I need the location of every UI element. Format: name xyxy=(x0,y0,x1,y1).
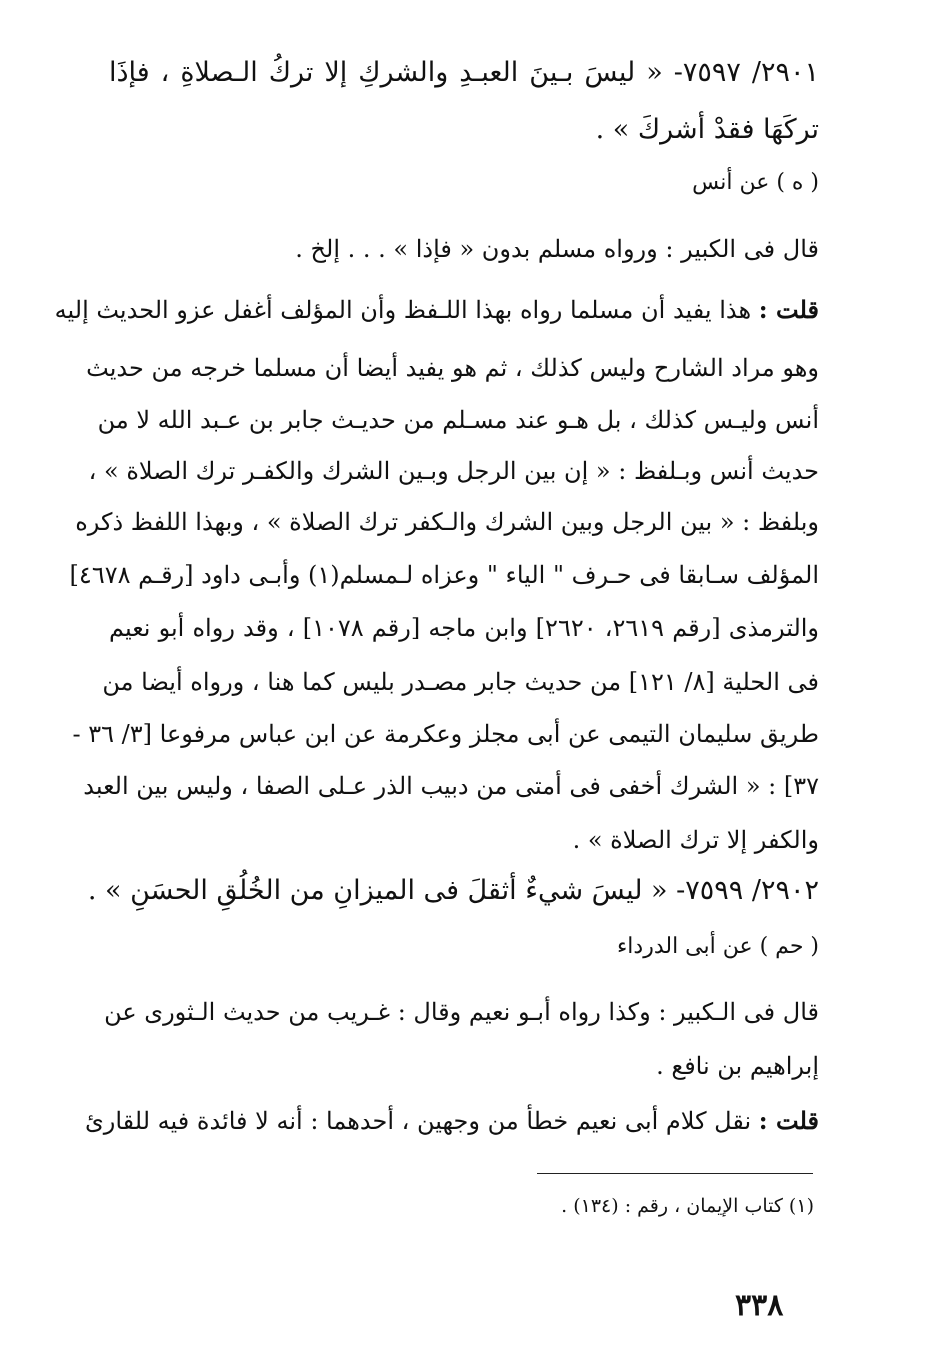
qultu-paragraph-2901-line-1 xyxy=(54,293,819,327)
commentary-line: والترمذى [رقم ٢٦١٩، ٢٦٢٠] وابن ماجه [رقم ١٠٧٨] ، وقد رواه أبو نعيم xyxy=(109,614,820,642)
commentary-line: أنس وليـس كذلك ، بل هـو عند مسـلم من حديـث جابر بن عـبد الله لا من xyxy=(97,406,819,434)
commentary-line: والكفر إلا ترك الصلاة » . xyxy=(572,826,819,854)
kabir-note-2902-line-1: قال فى الـكبير : وكذا رواه أبـو نعيم وقال : غـريب من حديث الـثورى عن xyxy=(104,998,819,1026)
qultu-text: نقل كلام أبى نعيم خطأ من وجهين ، أحدهما : أنه لا فائدة فيه للقارئ xyxy=(84,1107,752,1135)
commentary-line: المؤلف سـابقا فى حـرف " الياء " وعزاه لـمسلم(١) وأبـى داود [رقـم ٤٦٧٨] xyxy=(69,561,819,589)
commentary-line: طريق سليمان التيمى عن أبى مجلز وعكرمة عن ابن عباس مرفوعا [٣/ ٣٦ - xyxy=(72,720,819,748)
qultu-paragraph-2902-line-1 xyxy=(84,1104,819,1138)
commentary-line: فى الحلية [٨/ ١٢١] من حديث جابر مصـدر بليس كما هنا ، ورواه أيضا من xyxy=(102,668,819,696)
commentary-line: وبلفظ : « بين الرجل وبين الشرك والـكفر ترك الصلاة » ، وبهذا اللفظ ذكره xyxy=(75,508,819,536)
footnote-divider xyxy=(537,1173,813,1174)
hadith-2901-line-1: ٢٩٠١/ ٧٥٩٧- « ليسَ بـينَ العبـدِ والشركِ إلا تركُ الـصلاةِ ، فإذَا xyxy=(109,57,819,88)
footnote: (١) كتاب الإيمان ، رقم : (١٣٤) . xyxy=(561,1195,814,1217)
kabir-note-2902-line-2: إبراهيم بن نافع . xyxy=(656,1052,819,1080)
commentary-line: وهو مراد الشارح وليس كذلك ، ثم هو يفيد أيضا أن مسلما خرجه من حديث xyxy=(86,354,819,382)
commentary-line: ٣٧] : « الشرك أخفى فى أمتى من دبيب الذر عـلى الصفا ، وليس بين العبد xyxy=(83,772,819,800)
kabir-note-2901: قال فى الكبير : ورواه مسلم بدون « فإذا » . . . إلخ . xyxy=(295,235,819,263)
hadith-2902-line-1: ٢٩٠٢/ ٧٥٩٩- « ليسَ شيءٌ أثقلَ فى الميزانِ من الخُلُقِ الحسَنِ » . xyxy=(87,875,819,906)
commentary-line: حديث أنس وبـلفظ : « إن بين الرجل وبـين الشرك والكفـر ترك الصلاة » ، xyxy=(88,457,819,485)
hadith-2902-source: ( حم ) عن أبى الدرداء xyxy=(616,934,819,959)
qultu-label: قلت : xyxy=(758,1106,819,1135)
hadith-2901-source: ( ه ) عن أنس xyxy=(692,170,819,195)
hadith-2901-line-2: تركَهَا فقدْ أشركَ » . xyxy=(595,114,819,145)
page-number: ٣٣٨ xyxy=(735,1288,784,1323)
qultu-text: هذا يفيد أن مسلما رواه بهذا اللـفظ وأن المؤلف أغفل عزو الحديث إليه xyxy=(54,296,752,324)
qultu-label: قلت : xyxy=(758,295,819,324)
